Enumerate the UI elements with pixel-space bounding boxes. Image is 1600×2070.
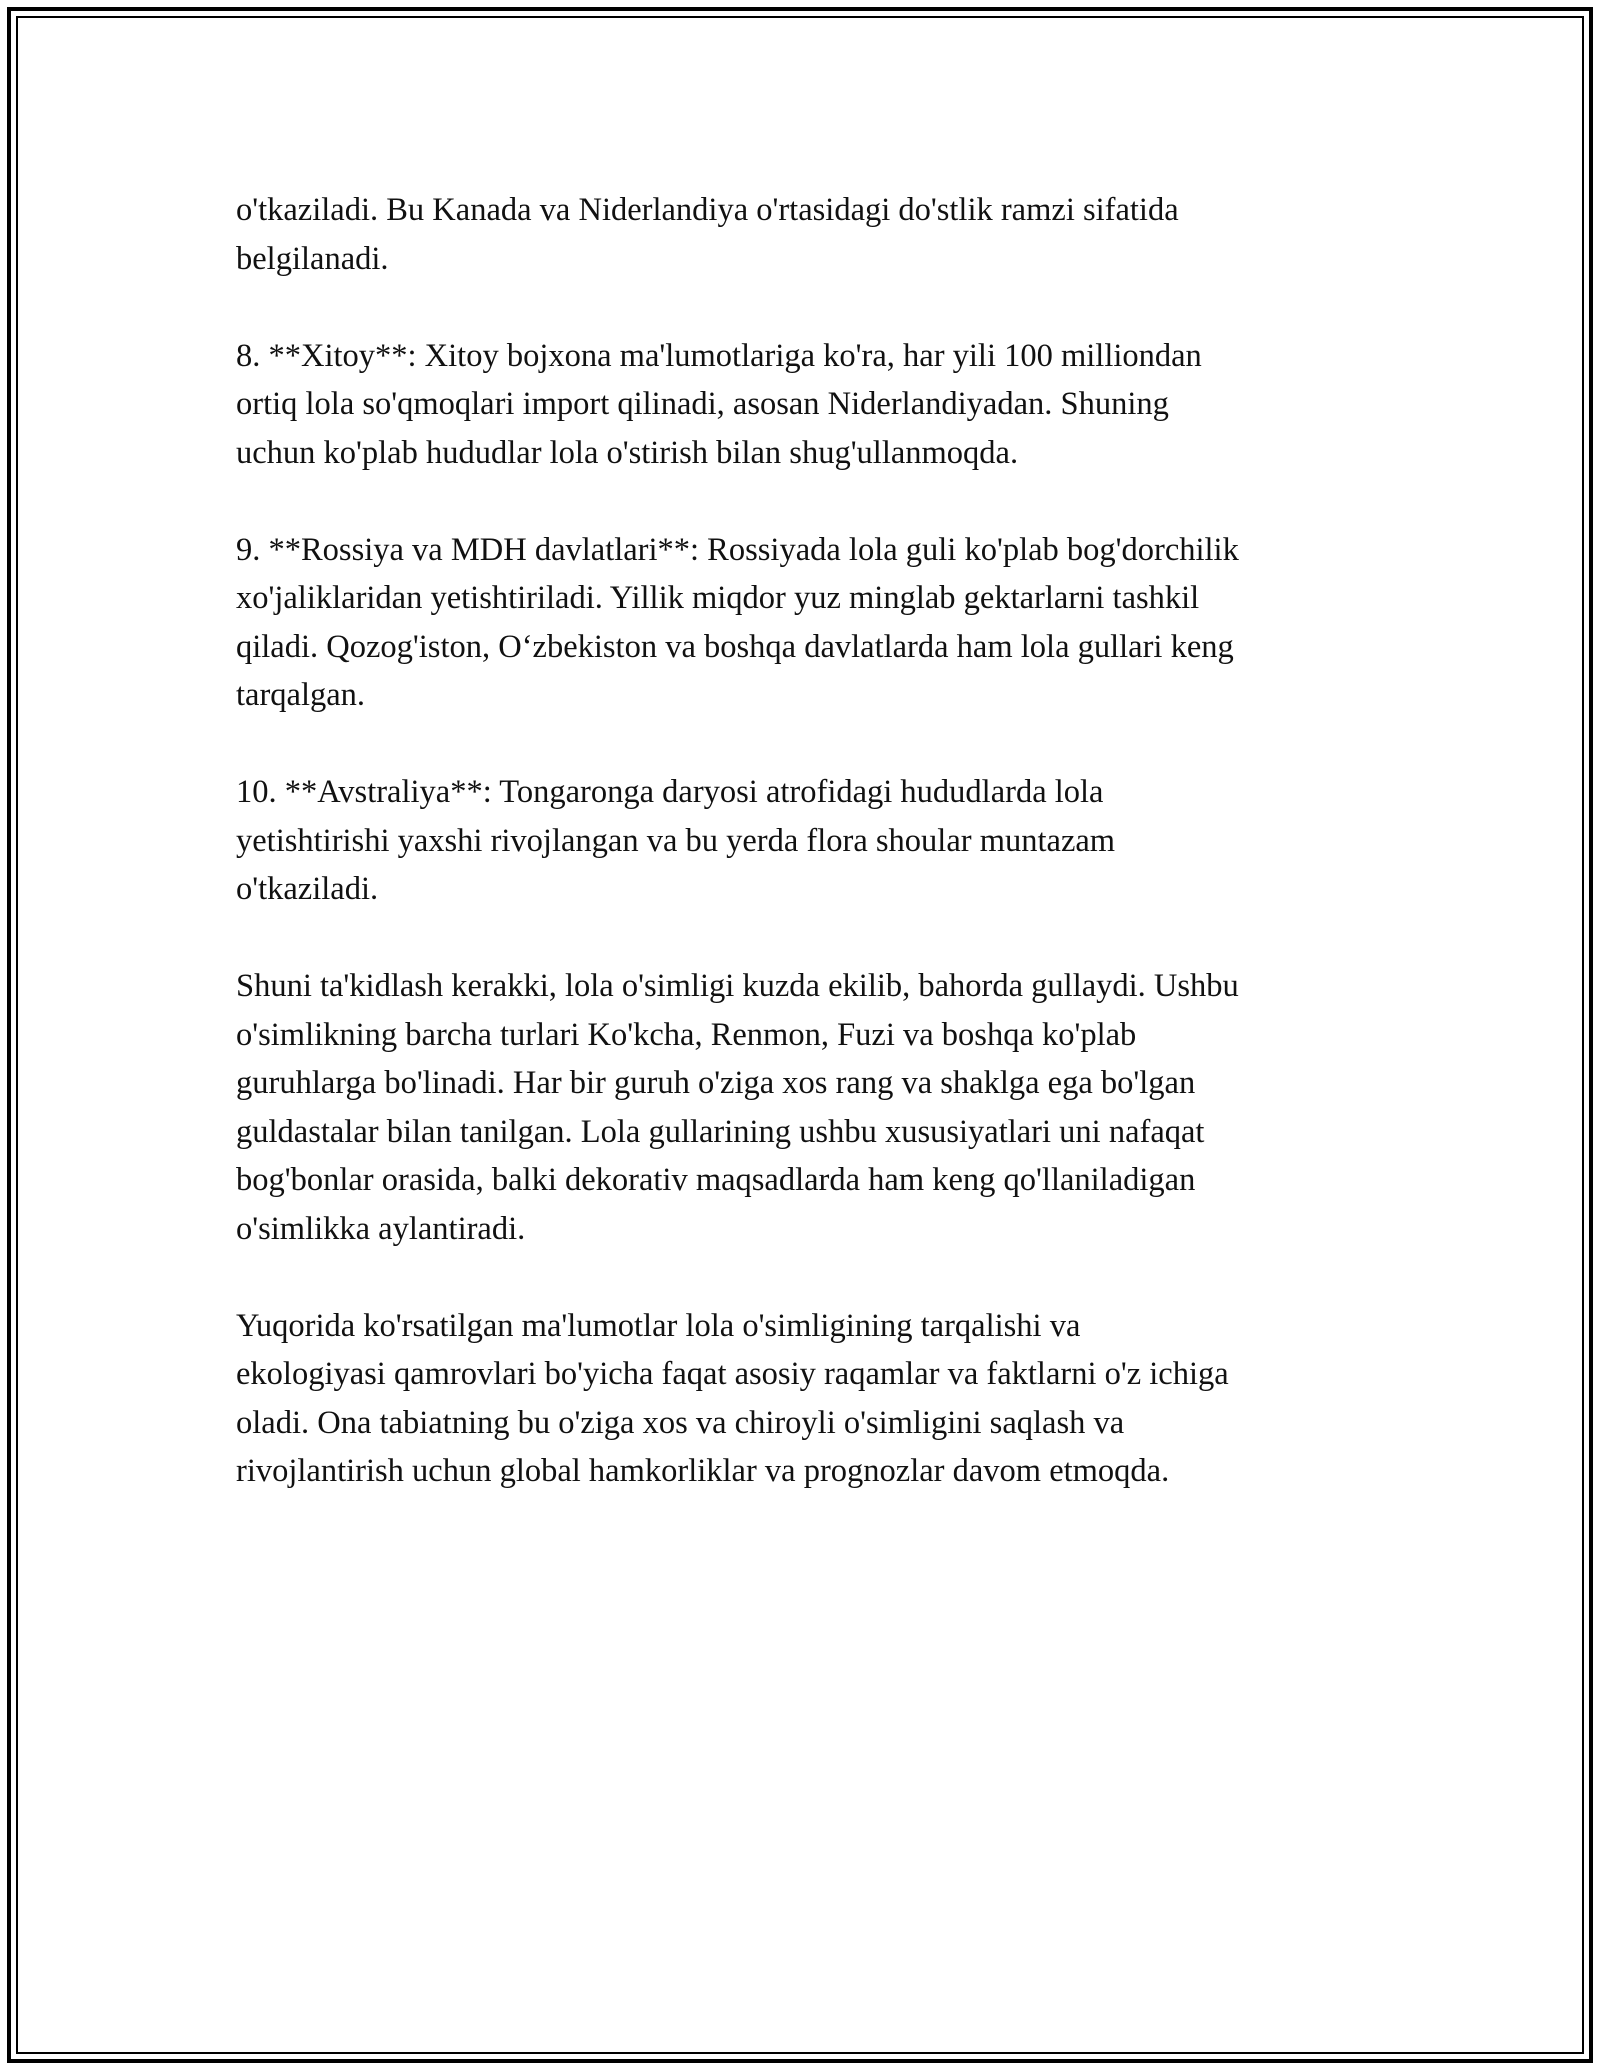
text-line: o'tkaziladi. Bu Kanada va Niderlandiya o'rtasidagi do'stlik ramzi sifatida [236, 192, 1179, 228]
text-line: bog'bonlar orasida, balki dekorativ maqsadlarda ham keng qo'llaniladigan [236, 1162, 1196, 1198]
paragraph-australia [236, 768, 1386, 914]
text-line: Shuni ta'kidlash kerakki, lola o'simligi kuzda ekilib, bahorda gullaydi. Ushbu [236, 968, 1239, 1004]
text-line: Yuqorida ko'rsatilgan ma'lumotlar lola o'simligining tarqalishi va [236, 1307, 1081, 1344]
text-line: o'simlikning barcha turlari Ko'kcha, Renmon, Fuzi va boshqa ko'plab [236, 1016, 1137, 1053]
text-line: o'tkaziladi. [236, 871, 379, 907]
paragraph-russia [236, 526, 1386, 720]
paragraph-note [236, 962, 1386, 1253]
text-line: guldastalar bilan tanilgan. Lola gullarining ushbu xususiyatlari uni nafaqat [236, 1113, 1205, 1150]
paragraph-canada-continuation [236, 186, 1386, 283]
document-body [236, 186, 1386, 1544]
paragraph-conclusion [236, 1302, 1386, 1496]
text-line: xo'jaliklaridan yetishtiriladi. Yillik miqdor yuz minglab gektarlarni tashkil [236, 580, 1200, 616]
text-line: yetishtirishi yaxshi rivojlangan va bu yerda flora shoular muntazam [236, 822, 1116, 859]
text-line: 8. **Xitoy**: Xitoy bojxona ma'lumotlariga ko'ra, har yili 100 milliondan [236, 337, 1202, 374]
text-line: uchun ko'plab hududlar lola o'stirish bilan shug'ullanmoqda. [236, 434, 1019, 471]
text-line: ekologiyasi qamrovlari bo'yicha faqat asosiy raqamlar va faktlarni o'z ichiga [236, 1356, 1229, 1392]
text-line: ortiq lola so'qmoqlari import qilinadi, asosan Niderlandiyadan. Shuning [236, 386, 1169, 422]
text-line: rivojlantirish uchun global hamkorliklar va prognozlar davom etmoqda. [236, 1453, 1170, 1489]
text-line: guruhlarga bo'linadi. Har bir guruh o'ziga xos rang va shaklga ega bo'lgan [236, 1065, 1196, 1101]
text-line: belgilanadi. [236, 240, 389, 277]
text-line: oladi. Ona tabiatning bu o'ziga xos va chiroyli o'simligini saqlash va [236, 1404, 1125, 1441]
text-line: tarqalgan. [236, 677, 366, 713]
text-line: 9. **Rossiya va MDH davlatlari**: Rossiyada lola guli ko'plab bog'dorchilik [236, 531, 1239, 568]
text-line: 10. **Avstraliya**: Tongaronga daryosi atrofidagi hududlarda lola [236, 774, 1104, 810]
text-line: qiladi. Qozog'iston, O‘zbekiston va boshqa davlatlarda ham lola gullari keng [236, 628, 1234, 665]
paragraph-china [236, 332, 1386, 478]
text-line: o'simlikka aylantiradi. [236, 1210, 526, 1247]
